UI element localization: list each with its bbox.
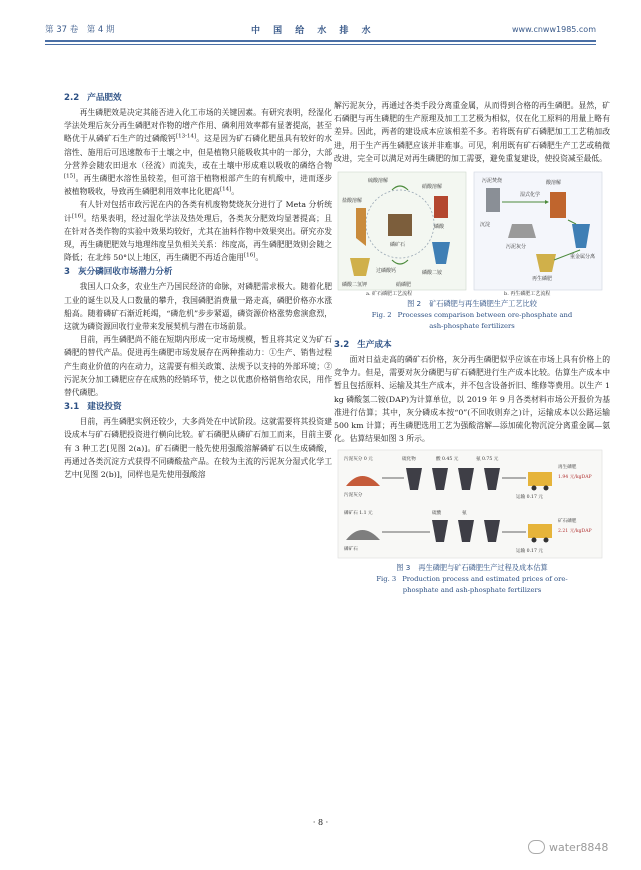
truck-icon <box>528 524 552 538</box>
label-a: 硝磷肥 <box>396 282 412 289</box>
row1-label: 酸 0.45 元 <box>436 457 459 463</box>
row-label: 污泥灰分 <box>344 493 363 499</box>
header-rule-thin <box>45 44 596 45</box>
wheel-icon <box>544 486 549 491</box>
section-title: 生产成本 <box>357 340 392 351</box>
paragraph <box>64 106 332 198</box>
citation: [14] <box>219 186 232 193</box>
right-column <box>334 99 610 596</box>
section-number: 3.2 <box>334 340 350 351</box>
reactor-icon <box>434 196 448 218</box>
text: 。结果表明，经过湿化学法及热处理后，各类灰分肥效均显著提高；且在针对各类作物的实验中效果均较好，尤其在油料作物中效果突出。研究亦发现，再生磷肥肥效与地理纬度呈负相关关系：纬度高，再生磷肥肥效则会随之降低；在北纬 50°以上地区，再生磷肥不再适合施用 <box>64 213 333 263</box>
figure-3-caption-cn <box>334 562 610 574</box>
figure-3 <box>336 448 606 560</box>
row2-label: 硫酸 <box>432 511 442 517</box>
section-number: 3 <box>64 267 70 278</box>
row2-label: 运输 0.17 元 <box>516 549 543 555</box>
watermark-text: water8848 <box>549 840 609 854</box>
text: 再生磷肥效是决定其能否进入化工市场的关键因素。有研究表明，经湿化学法处理后灰分再生磷肥对作物的增产作用、磷利用效率都有显著提高，甚至略优于从磷矿石生产的过磷酸钙 <box>64 108 332 144</box>
figure-3-diagram <box>336 448 606 560</box>
journal-title: 中 国 给 水 排 水 <box>250 25 376 36</box>
watermark <box>528 840 608 854</box>
section-3-1-heading <box>64 400 332 414</box>
section-number: 3.1 <box>64 402 80 413</box>
label-a: 磷酸二铵 <box>422 270 443 277</box>
citation: [15] <box>64 173 76 180</box>
label-a: 磷矿石 <box>390 242 406 249</box>
label-b: 沉淀 <box>480 222 491 229</box>
subcaption-b: b. 再生磷肥工艺流程 <box>504 291 551 297</box>
incinerator-icon <box>486 188 500 212</box>
label-b: 重金属分离 <box>570 254 596 261</box>
section-title: 灰分磷回收市场潜力分析 <box>77 267 173 278</box>
figure-3-caption-en-line2: phosphate and ash-phosphate fertilizers <box>402 586 542 595</box>
figure-3-caption-en <box>334 574 610 585</box>
journal-url: www.cnww1985.com <box>512 24 596 34</box>
wechat-icon <box>528 840 545 854</box>
section-number: 2.2 <box>64 93 80 103</box>
label-b: 湿式化学 <box>520 192 541 199</box>
figure-2-caption-en <box>334 310 610 321</box>
label-b: 再生磷肥 <box>532 276 553 283</box>
paragraph <box>64 198 332 264</box>
wheel-icon <box>532 538 537 543</box>
text: 。这是因为矿石磷化肥虽具有较好的水溶性、施用后可迅速散布于土壤之中，但是植物只能吸收其中的一部分，大部分营养会随农田退水（径流）而流失，或在土壤中形成难以吸收的磷络合物 <box>64 134 333 170</box>
label-b: 污泥灰分 <box>506 244 527 251</box>
caption-text: 再生磷肥与矿石磷肥生产过程及成本估算 <box>418 563 548 573</box>
paragraph: 解污泥灰分，再通过各类手段分离重金属，从而得到合格的再生磷肥。显然，矿石磷肥与再生磷肥的生产原理及加工工艺极为相似，仅在化工原料的用量上略有差异。因此，两者的建设成本应该相差不多。若将既有矿石磷肥加工工艺稍加改进，用于生产再生磷肥应该并非难事。可见，利用既有矿石磷肥生产工艺或稍微改进，完全可以满足对再生磷肥的加工需要，避免重复建设，使投资减至最低。 <box>334 101 610 163</box>
section-2-2-heading <box>64 91 332 105</box>
wheel-icon <box>544 538 549 543</box>
paragraph: 我国人口众多，农业生产乃国民经济的命脉，对磷肥需求极大。随着化肥工业的诞生以及人口数量的攀升，我国磷肥消费量一路走高，磷肥价格亦水涨船高。随着磷矿石渐近耗竭，“磷危机”步步紧逼，磷资源价格涨势愈演愈烈，这就为磷资源回收行业带来发展契机与潜在市场前景。 <box>64 282 332 332</box>
paragraph: 面对日益走高的磷矿石价格，灰分再生磷肥似乎应该在市场上具有价格上的竞争力。但是，需要对灰分磷肥与矿石磷肥进行生产成本比较。估算生产成本中暂且包括原料、运输及其生产成本，并不包含设备折旧、维修等费用。以生产 1 kg 磷酸氢二铵(DAP)为计算单位，以 2019 年 9 月各类材料市场公开报价为基准进行估算；其中，灰分磷成本按“0”(不回收则弃之)计，运输成本以公路运输 500 km 计算；再生磷肥选用工艺为强酸溶解—添加硫化物沉淀分离重金属—氨化。估算结果如图 3 所示。 <box>334 355 610 444</box>
ash-icon <box>508 224 536 238</box>
caption-text: Production process and estimated prices of ore- <box>402 575 568 584</box>
citation: [16] <box>72 213 84 220</box>
row1-label: 污泥灰分 0 元 <box>344 457 373 463</box>
paragraph: 目前，再生磷肥尚不能在短期内形成一定市场规模，暂且将其定义为矿石磷肥的替代产品。促进再生磷肥市场发展存在两种推动力：①生产、销售过程产生商业价值的内在动力，这需要有相关政策、法规予以支持的外部环境；②污泥灰分加工磷肥应存在成熟的经销环节，使之以优惠价格销售给农民，用作替代磷肥。 <box>64 335 332 398</box>
label-b: 酸溶解 <box>546 180 562 187</box>
text: 。再生磷肥水溶性虽较差，但可溶于植物根部产生的有机酸中，进而逐步被植物吸收，导致再生磷肥利用效率比化肥高 <box>64 174 332 197</box>
section-3-2-heading <box>334 338 610 352</box>
caption-text: 矿石磷肥与再生磷肥生产工艺比较 <box>429 299 537 309</box>
section-title: 产品肥效 <box>87 93 122 103</box>
left-column <box>64 90 332 481</box>
section-3-heading <box>64 265 332 279</box>
figure-2 <box>336 168 606 296</box>
wheel-icon <box>532 486 537 491</box>
figure-2-caption-en-line2: ash-phosphate fertilizers <box>429 322 515 331</box>
figure-number: Fig. 2 <box>371 311 392 320</box>
text: 。 <box>255 253 264 263</box>
truck-icon <box>528 472 552 486</box>
caption-text: Processes comparison between ore-phosphate and <box>397 311 573 320</box>
label-a: 硫酸溶解 <box>368 178 389 185</box>
paragraph: 目前，再生磷肥实例还较少，大多尚处在中试阶段。这就需要将其投资建设成本与矿石磷肥投资进行横向比较。矿石磷肥从磷矿石加工而来，目前主要有 3 种工艺[见图 2(a)]。矿石磷肥一般先使用强酸溶解磷矿石以生成磷酸，再通过各类沉淀方式获得不同磷酸盐产品。在较为主流的污泥灰分湿式化学工艺中[见图 2(b)]，同样也是先使用强酸溶 <box>64 417 332 480</box>
figure-number: 图 3 <box>396 563 411 573</box>
figure-number: 图 2 <box>407 299 422 309</box>
text: 。 <box>231 187 240 197</box>
row2-label: 磷矿石 1.1 元 <box>344 511 373 517</box>
label-a: 磷酸 <box>434 224 445 231</box>
row1-label: 硫化物 <box>402 457 416 463</box>
section-title: 建设投资 <box>87 402 122 413</box>
figure-number: Fig. 3 <box>376 575 397 584</box>
page-number: · 8 · <box>312 818 329 827</box>
ore-pile-icon <box>388 214 412 236</box>
row2-label: 氨 <box>462 511 467 517</box>
row1-label: 氨 0.75 元 <box>476 457 499 463</box>
label-a: 磷酸二氢钾 <box>342 282 368 289</box>
label-b: 污泥焚烧 <box>482 178 503 185</box>
volume-issue: 第 37 卷 第 4 期 <box>45 25 115 35</box>
label-a: 盐酸溶解 <box>342 198 363 205</box>
row1-label: 再生磷肥 <box>558 465 577 471</box>
citation: [16] <box>244 252 256 259</box>
subcaption-a: a. 矿石磷肥工艺流程 <box>366 291 413 297</box>
citation: [13-14] <box>175 133 197 140</box>
header-rule-thick <box>45 40 596 42</box>
row-label: 磷矿石 <box>344 547 358 553</box>
text: 有人针对包括市政污泥在内的各类有机废物焚烧灰分进行了 Meta 分析统计 <box>64 200 332 223</box>
figure-2-caption-cn <box>334 298 610 310</box>
row2-result: 2.21 元/kgDAP <box>558 529 592 535</box>
row1-result: 1.94 元/kgDAP <box>558 475 592 481</box>
running-header <box>45 22 596 36</box>
label-a: 过磷酸钙 <box>376 268 397 275</box>
figure-2-diagram <box>336 168 606 296</box>
label-a: 硝酸溶解 <box>422 184 443 191</box>
reactor-icon <box>550 192 566 218</box>
row2-label: 矿石磷肥 <box>558 519 577 525</box>
row1-label: 运输 0.17 元 <box>516 495 543 501</box>
